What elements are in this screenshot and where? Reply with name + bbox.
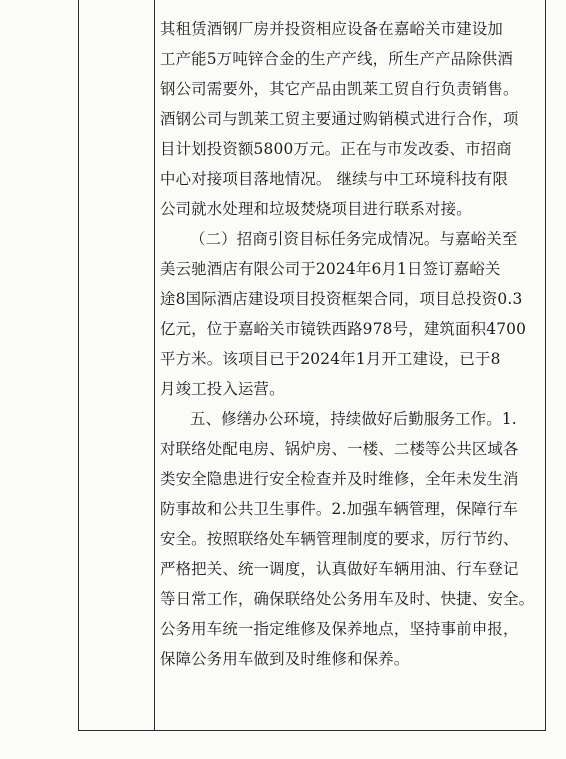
body-line: 目计划投资额5800万元。正在与市发改委、市招商 (160, 140, 512, 158)
body-line: 其租赁酒钢厂房并投资相应设备在嘉峪关市建设加 (160, 20, 503, 38)
body-line: 途8国际酒店建设项目投资框架合同，项目总投资0.3 (160, 290, 523, 308)
body-line: 防事故和公共卫生事件。2.加强车辆管理，保障行车 (160, 500, 519, 518)
body-line: 公务用车统一指定维修及保养地点，坚持事前申报， (160, 620, 519, 638)
body-line: 工产能5万吨锌合金的生产产线，所生产产品除供酒 (160, 50, 513, 68)
table-column-divider (154, 0, 155, 730)
body-line: 等日常工作，确保联络处公务用车及时、快捷、安全。 (160, 590, 535, 608)
table-border-bottom (78, 730, 546, 731)
body-line: 对联络处配电房、锅炉房、一楼、二楼等公共区域各 (160, 440, 519, 458)
body-line: 酒钢公司与凯莱工贸主要通过购销模式进行合作，项 (160, 110, 519, 128)
document-body (160, 14, 540, 674)
body-line: 平方米。该项目已于2024年1月开工建设，已于8 (160, 350, 501, 368)
body-line: 类安全隐患进行安全检查并及时维修，全年未发生消 (160, 470, 519, 488)
body-line: 中心对接项目落地情况。 继续与中工环境科技有限 (160, 170, 509, 188)
body-line: 公司就水处理和垃圾焚烧项目进行联系对接。 (160, 200, 472, 218)
body-line: 美云驰酒店有限公司于2024年6月1日签订嘉峪关 (160, 260, 501, 278)
section-heading-line: 五、修缮办公环境，持续做好后勤服务工作。1. (190, 410, 517, 428)
body-line: 安全。按照联络处车辆管理制度的要求，厉行节约、 (160, 530, 519, 548)
section-heading-line: （二）招商引资目标任务完成情况。与嘉峪关至 (190, 230, 518, 248)
body-line: 月竣工投入运营。 (160, 380, 285, 398)
table-border-right (545, 0, 546, 730)
table-border-left (78, 0, 79, 730)
body-line: 保障公务用车做到及时维修和保养。 (160, 650, 410, 668)
body-line: 亿元，位于嘉峪关市镜铁西路978号，建筑面积4700 (160, 320, 527, 338)
body-line: 钢公司需要外，其它产品由凯莱工贸自行负责销售。 (160, 80, 519, 98)
body-line: 严格把关、统一调度，认真做好车辆用油、行车登记 (160, 560, 519, 578)
